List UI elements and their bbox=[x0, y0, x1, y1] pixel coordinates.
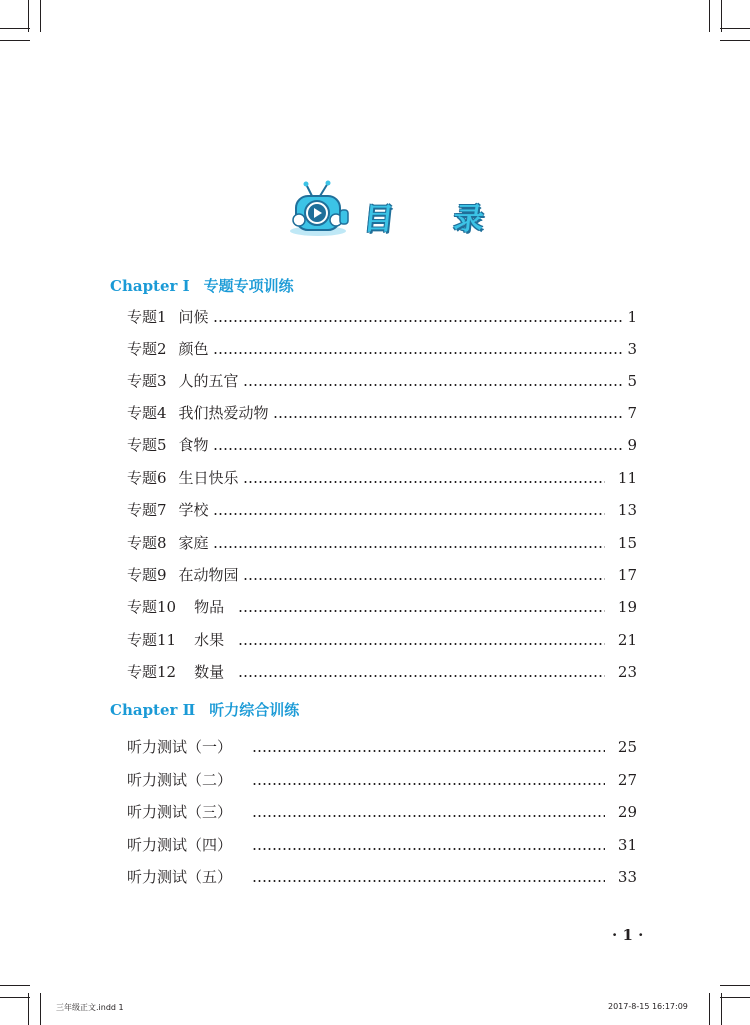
toc-entry[interactable] bbox=[127, 629, 637, 651]
entry-title: 我们热爱动物 bbox=[178, 404, 269, 422]
entry-number: 听力测试（三） bbox=[127, 803, 233, 821]
entry-title: 人的五官 bbox=[178, 372, 239, 390]
dot-leader bbox=[213, 320, 623, 322]
entry-title: 家庭 bbox=[178, 534, 209, 552]
toc-title-char: 目 bbox=[361, 202, 396, 237]
entry-title: 学校 bbox=[178, 501, 209, 519]
slug-timestamp: 2017-8-15 16:17:09 bbox=[608, 1002, 688, 1011]
dot-leader bbox=[213, 513, 605, 515]
toc-title bbox=[361, 196, 486, 237]
chapter-heading bbox=[110, 275, 294, 296]
chapter-label: Chapter Ⅱ bbox=[110, 701, 196, 719]
crop-mark bbox=[720, 985, 750, 986]
entry-number: 专题2 bbox=[127, 340, 167, 358]
entry-number: 听力测试（四） bbox=[127, 836, 233, 854]
entry-number: 专题10 bbox=[127, 598, 177, 616]
entry-number: 专题6 bbox=[127, 469, 167, 487]
crop-mark bbox=[720, 40, 750, 41]
entry-number: 专题9 bbox=[127, 566, 167, 584]
entry-page: 21 bbox=[617, 631, 637, 649]
toc-entry[interactable] bbox=[127, 661, 637, 683]
dot-leader bbox=[213, 448, 623, 450]
dot-leader bbox=[252, 750, 605, 752]
dot-leader bbox=[238, 675, 605, 677]
toc-entry[interactable] bbox=[127, 402, 637, 424]
toc-entry[interactable] bbox=[127, 866, 637, 888]
entry-page: 11 bbox=[617, 469, 637, 487]
dot-leader bbox=[243, 578, 605, 580]
toc-entry[interactable] bbox=[127, 532, 637, 554]
entry-number: 专题8 bbox=[127, 534, 167, 552]
entry-title: 颜色 bbox=[178, 340, 209, 358]
crop-mark bbox=[709, 993, 710, 1025]
toc-entry[interactable] bbox=[127, 306, 637, 328]
entry-number: 专题3 bbox=[127, 372, 167, 390]
entry-number: 听力测试（二） bbox=[127, 771, 233, 789]
entry-number: 专题7 bbox=[127, 501, 167, 519]
chapter-title: 专题专项训练 bbox=[203, 277, 294, 295]
entry-page: 19 bbox=[617, 598, 637, 616]
toc-entry[interactable] bbox=[127, 434, 637, 456]
entry-number: 专题5 bbox=[127, 436, 167, 454]
crop-mark bbox=[0, 28, 30, 29]
entry-page: 29 bbox=[617, 803, 637, 821]
toc-entry[interactable] bbox=[127, 370, 637, 392]
dot-leader bbox=[213, 352, 623, 354]
crop-mark bbox=[40, 993, 41, 1025]
crop-mark bbox=[720, 997, 750, 998]
entry-page: 31 bbox=[617, 836, 637, 854]
dot-leader bbox=[243, 384, 623, 386]
toc-entry[interactable] bbox=[127, 834, 637, 856]
entry-number: 专题1 bbox=[127, 308, 167, 326]
entry-page: 33 bbox=[617, 868, 637, 886]
dot-leader bbox=[243, 481, 605, 483]
entry-page: 17 bbox=[617, 566, 637, 584]
entry-page: 3 bbox=[627, 340, 637, 358]
toc-entry[interactable] bbox=[127, 338, 637, 360]
entry-page: 13 bbox=[617, 501, 637, 519]
toc-entry[interactable] bbox=[127, 769, 637, 791]
entry-page: 1 bbox=[627, 308, 637, 326]
crop-mark bbox=[0, 40, 30, 41]
dot-leader bbox=[252, 783, 605, 785]
entry-number: 专题4 bbox=[127, 404, 167, 422]
entry-page: 9 bbox=[627, 436, 637, 454]
slug-file: 三年级正文.indd 1 bbox=[56, 1003, 124, 1012]
dot-leader bbox=[252, 880, 605, 882]
entry-title: 水果 bbox=[194, 631, 225, 649]
crop-mark bbox=[709, 0, 710, 32]
entry-title: 在动物园 bbox=[178, 566, 239, 584]
entry-title: 食物 bbox=[178, 436, 209, 454]
dot-leader bbox=[273, 416, 623, 418]
toc-title-char: 录 bbox=[451, 202, 486, 237]
entry-title: 生日快乐 bbox=[178, 469, 239, 487]
toc-entry[interactable] bbox=[127, 596, 637, 618]
crop-mark bbox=[720, 28, 750, 29]
toc-entry[interactable] bbox=[127, 564, 637, 586]
entry-title: 数量 bbox=[194, 663, 225, 681]
entry-page: 15 bbox=[617, 534, 637, 552]
entry-page: 7 bbox=[627, 404, 637, 422]
crop-mark bbox=[0, 997, 30, 998]
page-number: · 1 · bbox=[612, 926, 644, 944]
tv-play-mascot-icon bbox=[286, 180, 356, 240]
chapter-heading bbox=[110, 699, 299, 720]
dot-leader bbox=[238, 610, 605, 612]
entry-title: 问候 bbox=[178, 308, 209, 326]
chapter-title: 听力综合训练 bbox=[209, 701, 300, 719]
entry-page: 25 bbox=[617, 738, 637, 756]
crop-mark bbox=[40, 0, 41, 32]
entry-number: 专题11 bbox=[127, 631, 177, 649]
dot-leader bbox=[213, 546, 605, 548]
entry-page: 23 bbox=[617, 663, 637, 681]
toc-entry[interactable] bbox=[127, 801, 637, 823]
entry-number: 专题12 bbox=[127, 663, 177, 681]
chapter-label: Chapter Ⅰ bbox=[110, 277, 190, 295]
toc-entry[interactable] bbox=[127, 467, 637, 489]
toc-entry[interactable] bbox=[127, 736, 637, 758]
dot-leader bbox=[252, 848, 605, 850]
crop-mark bbox=[0, 985, 30, 986]
entry-title: 物品 bbox=[194, 598, 225, 616]
dot-leader bbox=[238, 643, 605, 645]
entry-number: 听力测试（一） bbox=[127, 738, 233, 756]
dot-leader bbox=[252, 815, 605, 817]
entry-page: 27 bbox=[617, 771, 637, 789]
entry-number: 听力测试（五） bbox=[127, 868, 233, 886]
entry-page: 5 bbox=[627, 372, 637, 390]
toc-entry[interactable] bbox=[127, 499, 637, 521]
